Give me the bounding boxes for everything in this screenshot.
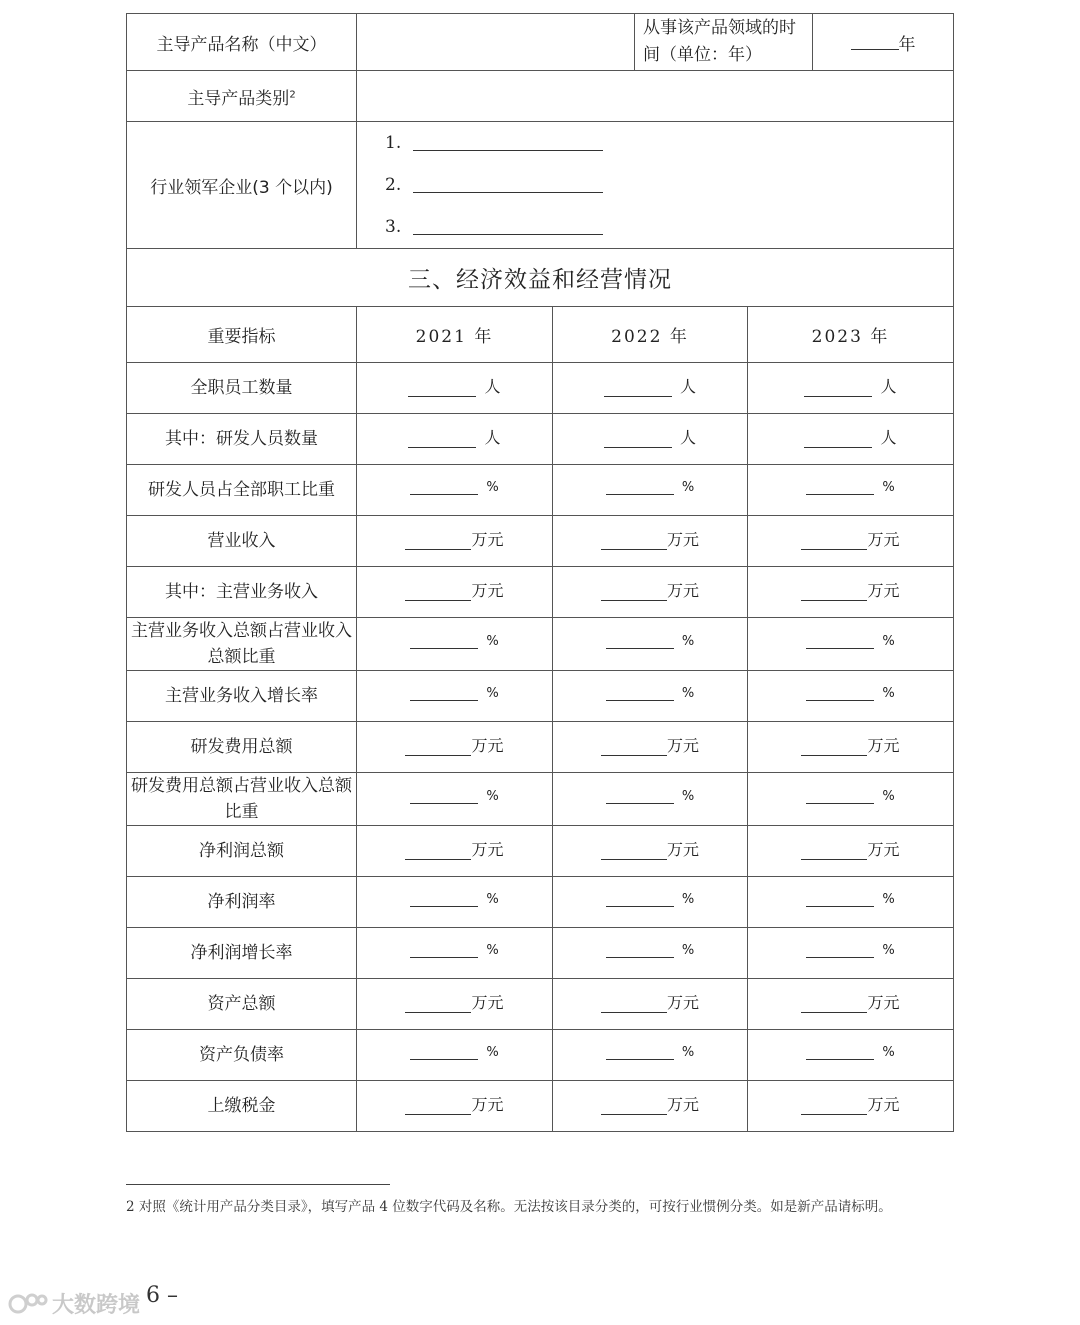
metric-value <box>405 578 503 601</box>
metric-value-field[interactable] <box>748 618 954 671</box>
watermark-text: 大数跨境 <box>52 1293 141 1318</box>
metric-unit: 万元 <box>867 530 900 549</box>
metric-unit: 万元 <box>666 581 699 600</box>
metric-value-field[interactable] <box>748 979 954 1030</box>
metric-value-field[interactable] <box>748 877 954 928</box>
metric-value <box>601 578 699 601</box>
metric-label: 资产总额 <box>127 979 357 1030</box>
metric-label: 全职员工数量 <box>127 363 357 414</box>
leading-enterprise-entry[interactable] <box>385 206 953 248</box>
metric-row <box>127 877 954 928</box>
metric-unit: % <box>882 892 895 907</box>
product-name-label: 主导产品名称（中文） <box>127 14 357 71</box>
blank-line <box>806 892 874 907</box>
metric-unit: % <box>486 1045 499 1060</box>
metric-row <box>127 618 954 671</box>
blank-line <box>801 998 867 1013</box>
metric-unit: % <box>486 943 499 958</box>
blank-line <box>606 634 674 649</box>
metric-row <box>127 414 954 465</box>
metric-unit: 万元 <box>471 840 504 859</box>
metric-unit: % <box>882 1045 895 1060</box>
footnote: 2 对照《统计用产品分类目录》，填写产品 4 位数字代码及名称。无法按该目录分类的，可按行业惯例分类。如是新产品请标明。 <box>126 1199 892 1215</box>
blank-line <box>804 382 872 397</box>
metric-value-field[interactable] <box>357 363 553 414</box>
metric-value <box>606 1045 694 1060</box>
metric-row <box>127 1081 954 1132</box>
metric-value-field[interactable] <box>553 414 748 465</box>
metric-value-field[interactable] <box>553 567 748 618</box>
blank-line <box>601 586 667 601</box>
metric-value <box>804 425 896 448</box>
metric-value <box>806 892 894 907</box>
product-name-field[interactable] <box>357 14 635 71</box>
blank-line <box>606 480 674 495</box>
entry-number: 3. <box>385 217 402 237</box>
metric-value <box>410 1045 498 1060</box>
metric-value <box>410 892 498 907</box>
metric-label: 其中：主营业务收入 <box>127 567 357 618</box>
metric-unit: % <box>681 892 695 907</box>
metric-unit: % <box>882 634 895 649</box>
metric-value <box>405 990 503 1013</box>
header-indicator: 重要指标 <box>127 307 357 363</box>
blank-line <box>601 535 667 550</box>
metric-value-field[interactable] <box>553 671 748 722</box>
metric-value-field[interactable] <box>553 877 748 928</box>
blank-line <box>801 535 867 550</box>
metric-value <box>801 837 899 860</box>
leading-enterprises-label: 行业领军企业(3 个以内) <box>127 122 357 249</box>
blank-line <box>806 1045 874 1060</box>
metric-value <box>601 527 699 550</box>
metric-value <box>405 837 503 860</box>
header-year: 2023 年 <box>748 307 954 363</box>
metric-value <box>806 686 894 701</box>
years-unit: 年 <box>898 34 916 55</box>
years-blank-line <box>851 48 899 50</box>
metric-value <box>405 1092 503 1115</box>
section-title: 三、经济效益和经营情况 <box>127 249 954 307</box>
leading-enterprise-entry[interactable] <box>385 122 953 164</box>
header-year: 2022 年 <box>553 307 748 363</box>
metric-unit: % <box>681 1045 695 1060</box>
metric-value-field[interactable] <box>357 1081 553 1132</box>
metric-label: 上缴税金 <box>127 1081 357 1132</box>
metric-unit: 万元 <box>867 736 900 755</box>
metric-value-field[interactable] <box>357 465 553 516</box>
metric-unit: % <box>882 943 895 958</box>
blank-line <box>405 1100 471 1115</box>
metric-value-field[interactable] <box>748 773 954 826</box>
metric-row <box>127 465 954 516</box>
metric-value <box>801 578 899 601</box>
metric-value <box>410 634 498 649</box>
metric-unit: 人 <box>880 428 897 447</box>
metric-value <box>801 733 899 756</box>
blank-line <box>405 845 471 860</box>
metric-value-field[interactable] <box>748 928 954 979</box>
metric-value-field[interactable] <box>748 722 954 773</box>
metric-unit: % <box>882 686 895 701</box>
blank-line <box>410 686 478 701</box>
blank-line <box>408 433 476 448</box>
metric-value-field[interactable] <box>357 979 553 1030</box>
blank-line <box>804 433 872 448</box>
product-info-table <box>126 13 954 307</box>
metric-value <box>405 527 503 550</box>
metric-value <box>408 374 500 397</box>
metric-unit: % <box>486 634 499 649</box>
metric-row <box>127 567 954 618</box>
metric-value-field[interactable] <box>748 1081 954 1132</box>
page-number: 6 – <box>146 1283 178 1308</box>
metric-unit: 人 <box>880 377 897 396</box>
blank-line <box>410 892 478 907</box>
metric-value <box>606 789 694 804</box>
metric-value <box>410 686 498 701</box>
metric-unit: % <box>681 789 695 804</box>
blank-line <box>405 535 471 550</box>
metric-value <box>606 480 694 495</box>
metric-unit: 人 <box>679 377 696 396</box>
product-category-label <box>127 71 357 122</box>
metric-unit: 万元 <box>471 993 504 1012</box>
metric-value-field[interactable] <box>357 414 553 465</box>
metrics-header-row <box>127 307 954 363</box>
metric-unit: % <box>681 480 695 495</box>
metric-value-field[interactable] <box>553 1030 748 1081</box>
metric-value-field[interactable] <box>748 671 954 722</box>
metric-unit: 万元 <box>867 581 900 600</box>
metric-value-field[interactable] <box>553 979 748 1030</box>
metric-value <box>806 789 894 804</box>
entry-blank-line <box>413 192 603 193</box>
metric-value <box>410 943 498 958</box>
metric-value-field[interactable] <box>748 826 954 877</box>
product-category-field[interactable] <box>357 71 954 122</box>
metric-value-field[interactable] <box>553 826 748 877</box>
metric-label: 研发费用总额 <box>127 722 357 773</box>
metric-value-field[interactable] <box>357 1030 553 1081</box>
metric-unit: % <box>486 789 499 804</box>
metric-value <box>801 1092 899 1115</box>
metric-row <box>127 773 954 826</box>
blank-line <box>606 892 674 907</box>
blank-line <box>601 1100 667 1115</box>
metric-value-field[interactable] <box>748 363 954 414</box>
metric-value <box>606 686 694 701</box>
blank-line <box>806 480 874 495</box>
metric-value <box>408 425 500 448</box>
metric-unit: 万元 <box>666 1095 699 1114</box>
metric-unit: 万元 <box>666 530 699 549</box>
metrics-table <box>126 306 954 1132</box>
metric-label: 主营业务收入增长率 <box>127 671 357 722</box>
blank-line <box>405 741 471 756</box>
blank-line <box>408 382 476 397</box>
blank-line <box>806 789 874 804</box>
metric-unit: 人 <box>484 377 501 396</box>
blank-line <box>806 686 874 701</box>
metric-value <box>601 837 699 860</box>
metric-value <box>801 990 899 1013</box>
blank-line <box>604 433 672 448</box>
metric-value-field[interactable] <box>357 516 553 567</box>
metric-value-field[interactable] <box>553 618 748 671</box>
metric-label: 营业收入 <box>127 516 357 567</box>
footnote-divider <box>126 1184 390 1185</box>
blank-line <box>606 1045 674 1060</box>
metric-value <box>606 943 694 958</box>
metric-label: 资产负债率 <box>127 1030 357 1081</box>
metric-value-field[interactable] <box>553 465 748 516</box>
entry-blank-line <box>413 150 603 151</box>
metric-unit: 万元 <box>471 1095 504 1114</box>
metric-value-field[interactable] <box>357 826 553 877</box>
metric-value <box>604 425 696 448</box>
metric-unit: 万元 <box>867 993 900 1012</box>
metric-unit: 万元 <box>666 993 699 1012</box>
blank-line <box>604 382 672 397</box>
metric-row <box>127 722 954 773</box>
blank-line <box>806 943 874 958</box>
metric-label: 其中：研发人员数量 <box>127 414 357 465</box>
blank-line <box>801 1100 867 1115</box>
footnote-ref: 2 <box>289 88 296 100</box>
metric-unit: 万元 <box>867 1095 900 1114</box>
metric-value-field[interactable] <box>553 722 748 773</box>
leading-enterprises-field <box>357 122 954 249</box>
metric-value-field[interactable] <box>357 877 553 928</box>
blank-line <box>806 634 874 649</box>
metric-value-field[interactable] <box>357 773 553 826</box>
blank-line <box>606 943 674 958</box>
metric-value-field[interactable] <box>357 567 553 618</box>
metric-unit: % <box>882 789 895 804</box>
metric-row <box>127 1030 954 1081</box>
blank-line <box>801 845 867 860</box>
metric-unit: % <box>681 686 695 701</box>
metric-unit: 万元 <box>867 840 900 859</box>
blank-line <box>410 1045 478 1060</box>
metric-value-field[interactable] <box>553 516 748 567</box>
metric-unit: % <box>486 480 499 495</box>
metric-unit: 万元 <box>471 736 504 755</box>
metric-value <box>806 634 894 649</box>
blank-line <box>410 943 478 958</box>
metric-value-field[interactable] <box>553 773 748 826</box>
blank-line <box>601 741 667 756</box>
metric-label: 研发费用总额占营业收入总额比重 <box>127 773 357 826</box>
watermark-logo-icon <box>8 1291 48 1317</box>
metric-value <box>806 1045 894 1060</box>
metric-unit: 万元 <box>666 736 699 755</box>
metric-value <box>601 990 699 1013</box>
metric-unit: % <box>486 686 499 701</box>
metric-value-field[interactable] <box>748 516 954 567</box>
entry-number: 2. <box>385 175 402 195</box>
metric-value-field[interactable] <box>748 567 954 618</box>
product-category-text: 主导产品类别 <box>187 88 290 109</box>
metric-row <box>127 363 954 414</box>
metric-value <box>606 892 694 907</box>
metric-value-field[interactable] <box>357 618 553 671</box>
metric-value-field[interactable] <box>553 928 748 979</box>
blank-line <box>801 586 867 601</box>
metric-value <box>601 733 699 756</box>
blank-line <box>601 845 667 860</box>
blank-line <box>405 998 471 1013</box>
metric-row <box>127 826 954 877</box>
metric-unit: % <box>486 892 499 907</box>
metric-value <box>806 943 894 958</box>
metric-value <box>410 789 498 804</box>
blank-line <box>601 998 667 1013</box>
metric-value-field[interactable] <box>357 928 553 979</box>
metric-value-field[interactable] <box>748 465 954 516</box>
metric-label: 净利润增长率 <box>127 928 357 979</box>
metric-value <box>601 1092 699 1115</box>
entry-blank-line <box>413 234 603 235</box>
blank-line <box>405 586 471 601</box>
blank-line <box>410 480 478 495</box>
metric-row <box>127 516 954 567</box>
metric-unit: % <box>681 943 695 958</box>
metric-value-field[interactable] <box>748 1030 954 1081</box>
metric-unit: 万元 <box>666 840 699 859</box>
metric-unit: % <box>882 480 895 495</box>
metric-value-field[interactable] <box>553 363 748 414</box>
metric-value-field[interactable] <box>748 414 954 465</box>
metric-label: 主营业务收入总额占营业收入总额比重 <box>127 618 357 671</box>
metric-value-field[interactable] <box>357 671 553 722</box>
metric-value-field[interactable] <box>553 1081 748 1132</box>
metric-row <box>127 671 954 722</box>
watermark <box>8 1288 140 1319</box>
metric-value-field[interactable] <box>357 722 553 773</box>
metric-unit: 人 <box>679 428 696 447</box>
metric-row <box>127 979 954 1030</box>
metric-row <box>127 928 954 979</box>
leading-enterprise-entry[interactable] <box>385 164 953 206</box>
metric-label: 净利润率 <box>127 877 357 928</box>
blank-line <box>606 686 674 701</box>
blank-line <box>410 634 478 649</box>
metric-value <box>405 733 503 756</box>
years-in-field-label: 从事该产品领域的时间（单位：年） <box>635 14 813 71</box>
metric-value <box>606 634 694 649</box>
metric-value <box>801 527 899 550</box>
entry-number: 1. <box>385 133 402 153</box>
metric-unit: % <box>681 634 695 649</box>
years-in-field-field[interactable] <box>813 14 954 71</box>
metric-value <box>410 480 498 495</box>
header-year: 2021 年 <box>357 307 553 363</box>
blank-line <box>606 789 674 804</box>
blank-line <box>410 789 478 804</box>
metric-unit: 人 <box>484 428 501 447</box>
metric-label: 净利润总额 <box>127 826 357 877</box>
metric-unit: 万元 <box>471 581 504 600</box>
metric-label: 研发人员占全部职工比重 <box>127 465 357 516</box>
metric-value <box>804 374 896 397</box>
blank-line <box>801 741 867 756</box>
metric-value <box>806 480 894 495</box>
metric-unit: 万元 <box>471 530 504 549</box>
metric-value <box>604 374 696 397</box>
